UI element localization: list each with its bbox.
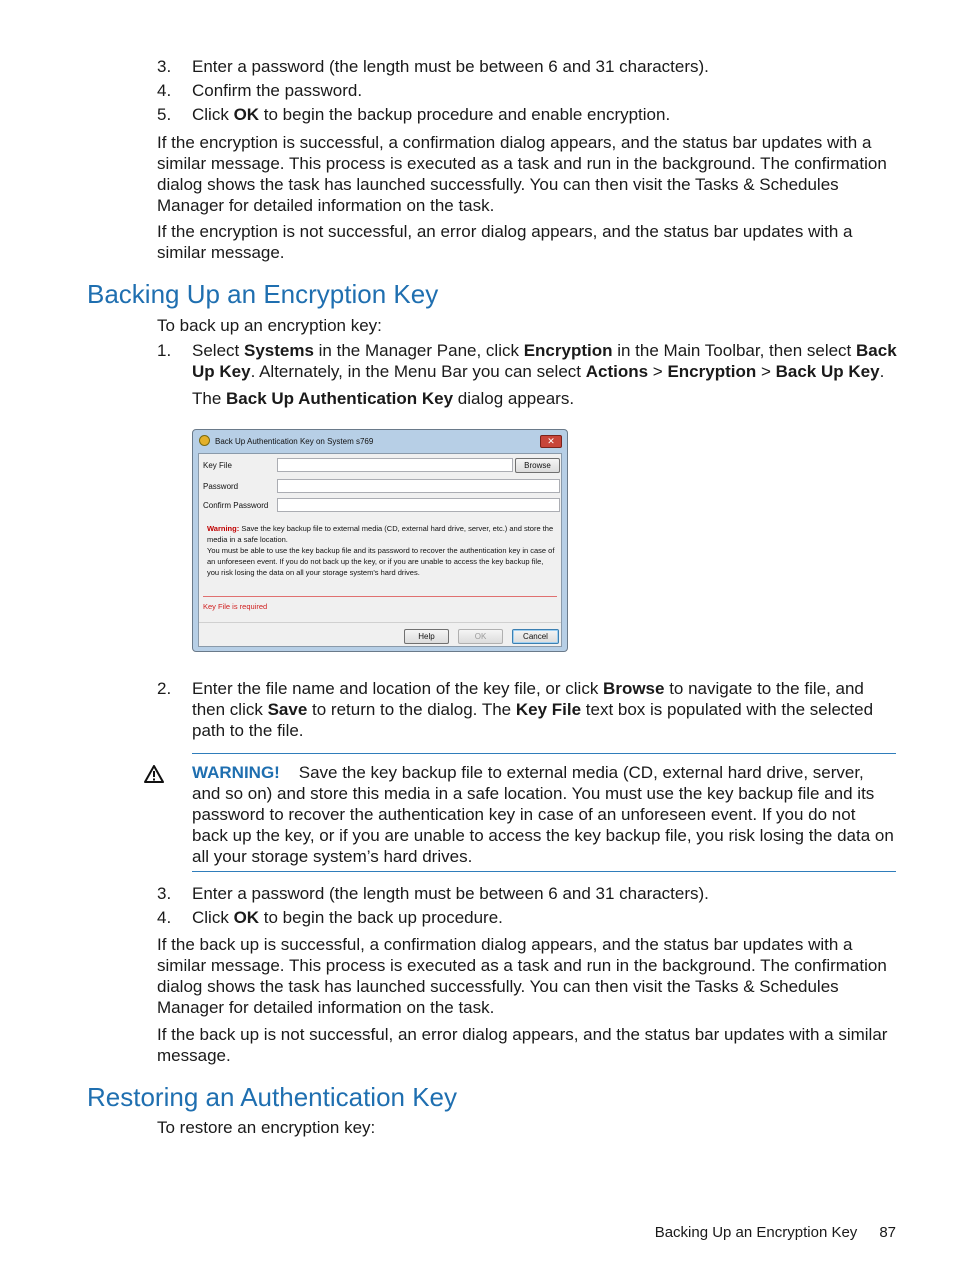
warning-text: Save the key backup file to external media (CD, external hard drive, server, and so on) and store this media in a safe location. You must use the key backup file and its password to recover the authentication key in case of an unforeseen event. If you do not back up the key, or if you are unable to access the key backup file, you risk losing the data on all your storage system’s hard drives.: [192, 763, 894, 866]
text-run: to navigate to the file, and then click: [192, 679, 864, 719]
paragraph: If the encryption is successful, a confirmation dialog appears, and the status bar updates with a similar message. This process is executed as a task and run in the background. The confirmation dialog shows the task has launched successfully. You can then visit the Tasks & Schedules Manager for detailed information on the task.: [157, 133, 887, 215]
paragraph: If the back up is successful, a confirmation dialog appears, and the status bar updates with a similar message. This process is executed as a task and run in the background. The confirmation dialog shows the task has launched successfully. You can then visit the Tasks & Schedules Manager for detailed information on the task.: [157, 935, 887, 1017]
text-run: Click: [192, 105, 234, 124]
warning-triangle-icon: [144, 765, 164, 783]
list-number: 3.: [157, 884, 172, 903]
page-number: 87: [879, 1224, 896, 1241]
text-run: Click: [192, 908, 234, 927]
password-label: Password: [203, 482, 239, 491]
text-run: Enter a password (the length must be between 6 and 31 characters).: [192, 884, 709, 903]
list-text: [192, 907, 897, 928]
text-run: >: [648, 362, 668, 381]
dialog-warning-text-2: You must be able to use the key backup file and its password to recover the authentication key in case of an unforeseen event. If you do not back up the key, or if you are unable to access the key backup file, you risk losing the data on all your storage system's hard drives.: [207, 546, 555, 577]
dialog-titlebar: [193, 430, 567, 452]
confirm-password-input[interactable]: [277, 498, 560, 512]
error-message: Key File is required: [203, 602, 268, 611]
text-run: Enter the file name and location of the key file, or click: [192, 679, 604, 698]
ok-button[interactable]: OK: [458, 629, 503, 644]
dialog-warning-text: Save the key backup file to external media (CD, external hard drive, server, etc.) and store the media in a safe location.: [207, 524, 554, 544]
text-run: to begin the back up procedure.: [259, 908, 503, 927]
error-divider: [203, 596, 557, 597]
paragraph: [192, 388, 896, 409]
bold-term: Save: [267, 700, 308, 719]
list-text: [192, 80, 897, 101]
paragraph: If the back up is not successful, an error dialog appears, and the status bar updates with a similar message.: [157, 1025, 888, 1065]
warning-bottom-rule: [192, 871, 896, 872]
list-text: [192, 104, 897, 125]
text-run: to begin the backup procedure and enable encryption.: [259, 105, 671, 124]
text-run: .: [879, 362, 885, 381]
confirm-password-label: Confirm Password: [203, 501, 269, 510]
text-run: dialog appears.: [453, 389, 575, 408]
footer-section: Backing Up an Encryption Key: [654, 1224, 858, 1241]
list-number: 1.: [157, 341, 172, 360]
paragraph: To back up an encryption key:: [157, 316, 382, 335]
text-run: in the Main Toolbar, then select: [612, 341, 857, 360]
section-heading: Restoring an Authentication Key: [87, 1082, 458, 1112]
warning-top-rule: [192, 753, 896, 754]
bold-term: Systems: [243, 341, 314, 360]
paragraph: If the encryption is not successful, an error dialog appears, and the status bar updates with a similar message.: [157, 222, 853, 262]
dialog-body: [198, 453, 562, 647]
list-number: 5.: [157, 105, 172, 124]
text-run: Select: [192, 341, 244, 360]
key-file-label: Key File: [203, 461, 232, 470]
text-run: >: [756, 362, 776, 381]
page-footer: [633, 1222, 896, 1243]
bold-term: Back Up Key: [192, 341, 897, 381]
bold-term: OK: [233, 908, 260, 927]
dialog-warning-label: Warning:: [207, 524, 240, 533]
dialog-screenshot: [192, 429, 568, 652]
app-icon: [199, 435, 210, 446]
list-text: [192, 883, 897, 904]
text-run: Confirm the password.: [192, 81, 363, 100]
list-text: [192, 340, 897, 382]
help-button[interactable]: Help: [404, 629, 449, 644]
key-file-input[interactable]: [277, 458, 513, 472]
section-heading: Backing Up an Encryption Key: [87, 279, 439, 309]
warning-label: WARNING!: [192, 763, 280, 782]
button-separator: [199, 622, 561, 623]
bold-term: Actions: [585, 362, 649, 381]
bold-term: Encryption: [667, 362, 757, 381]
text-run: The: [192, 389, 227, 408]
dialog-warning: [207, 523, 557, 578]
cancel-button[interactable]: Cancel: [512, 629, 559, 644]
text-run: . Alternately, in the Menu Bar you can select: [250, 362, 586, 381]
warning-block: [192, 762, 896, 867]
browse-button[interactable]: Browse: [515, 458, 560, 473]
list-text: [192, 678, 897, 741]
bold-term: Encryption: [523, 341, 613, 360]
bold-term: Key File: [515, 700, 582, 719]
password-input[interactable]: [277, 479, 560, 493]
text-run: to return to the dialog. The: [307, 700, 516, 719]
list-number: 3.: [157, 57, 172, 76]
bold-term: Back Up Key: [775, 362, 880, 381]
bold-term: Back Up Authentication Key: [226, 389, 454, 408]
bold-term: OK: [233, 105, 260, 124]
text-run: in the Manager Pane, click: [313, 341, 524, 360]
list-text: [192, 56, 897, 77]
paragraph: To restore an encryption key:: [157, 1118, 376, 1137]
list-number: 4.: [157, 908, 172, 927]
list-number: 4.: [157, 81, 172, 100]
text-run: Enter a password (the length must be between 6 and 31 characters).: [192, 57, 709, 76]
bold-term: Browse: [603, 679, 665, 698]
list-number: 2.: [157, 679, 172, 698]
close-icon[interactable]: ✕: [540, 435, 562, 448]
dialog-title: Back Up Authentication Key on System s769: [215, 437, 374, 446]
text-run: text box is populated with the selected path to the file.: [192, 700, 874, 740]
